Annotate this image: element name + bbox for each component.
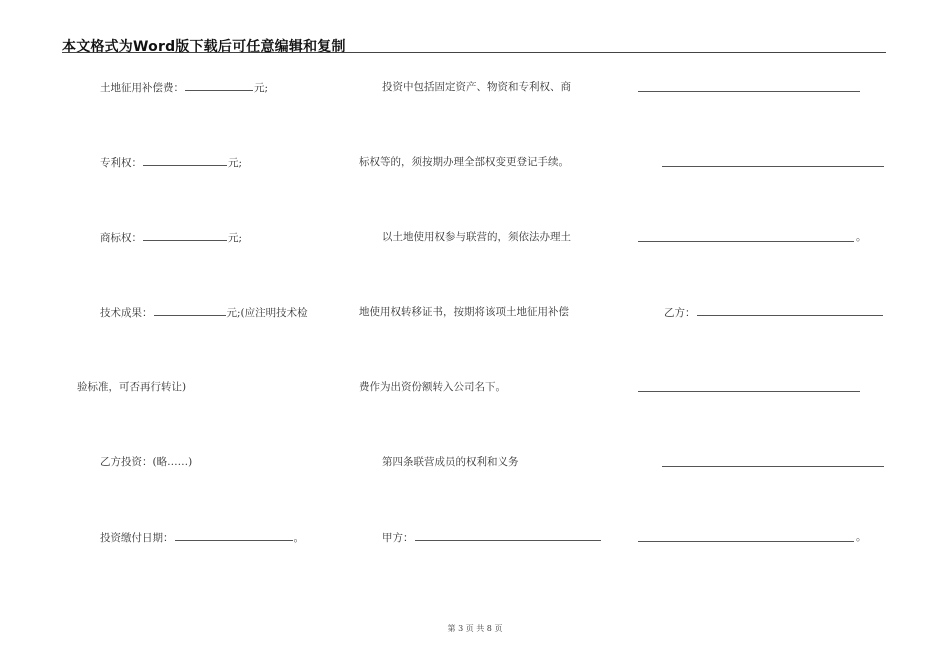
trademark-row	[100, 230, 242, 245]
trademark-blank	[143, 230, 227, 241]
period-mark: 。	[293, 532, 304, 544]
party-b-row	[664, 305, 884, 320]
middle-text-line-5: 费作为出资份额转入公司名下。	[359, 381, 506, 393]
party-a-label: 甲方：	[382, 532, 414, 544]
yuan-unit: 元;	[228, 232, 243, 244]
tech-achievement-row	[100, 305, 308, 320]
middle-text-line-2: 标权等的，须按期办理全部权变更登记手续。	[359, 156, 569, 168]
land-compensation-row	[100, 80, 268, 95]
page-number: 第 3 页 共 8 页	[447, 624, 503, 633]
tech-achievement-label: 技术成果：	[100, 307, 153, 319]
party-a-blank	[415, 530, 601, 541]
right-blank-line-3	[638, 241, 854, 242]
land-compensation-label: 土地征用补偿费：	[100, 82, 184, 94]
middle-text-line-4: 地使用权转移证书，按期将该项土地征用补偿	[359, 306, 569, 318]
payment-date-row	[100, 530, 304, 545]
land-compensation-blank	[185, 80, 253, 91]
party-a-row	[382, 530, 602, 545]
article-four-heading: 第四条联营成员的权利和义务	[382, 456, 519, 468]
tech-achievement-note-cont: 验标准，可否再行转让)	[77, 381, 187, 393]
yuan-unit: 元;	[254, 82, 269, 94]
header-divider	[62, 52, 886, 53]
patent-row	[100, 155, 242, 170]
right-period-1: 。	[856, 231, 867, 243]
tech-achievement-note: 元;(应注明技术检	[226, 307, 308, 319]
patent-label: 专利权：	[100, 157, 142, 169]
partyb-investment: 乙方投资：(略……)	[100, 456, 193, 468]
payment-date-blank	[175, 530, 293, 541]
right-period-2: 。	[856, 531, 867, 543]
party-b-label: 乙方：	[664, 307, 696, 319]
tech-achievement-blank	[154, 305, 226, 316]
party-b-blank	[697, 305, 883, 316]
payment-date-label: 投资缴付日期：	[100, 532, 174, 544]
right-blank-line-6	[638, 541, 854, 542]
middle-text-line-3: 以土地使用权参与联营的，须依法办理土	[382, 231, 571, 243]
right-blank-line-5	[662, 466, 884, 467]
right-blank-line-2	[662, 166, 884, 167]
trademark-label: 商标权：	[100, 232, 142, 244]
page-header-title: 本文格式为Word版下载后可任意编辑和复制	[62, 39, 346, 55]
yuan-unit: 元;	[228, 157, 243, 169]
middle-text-line-1: 投资中包括固定资产、物资和专利权、商	[382, 81, 571, 93]
patent-blank	[143, 155, 227, 166]
right-blank-line-1	[638, 91, 860, 92]
right-blank-line-4	[638, 391, 860, 392]
